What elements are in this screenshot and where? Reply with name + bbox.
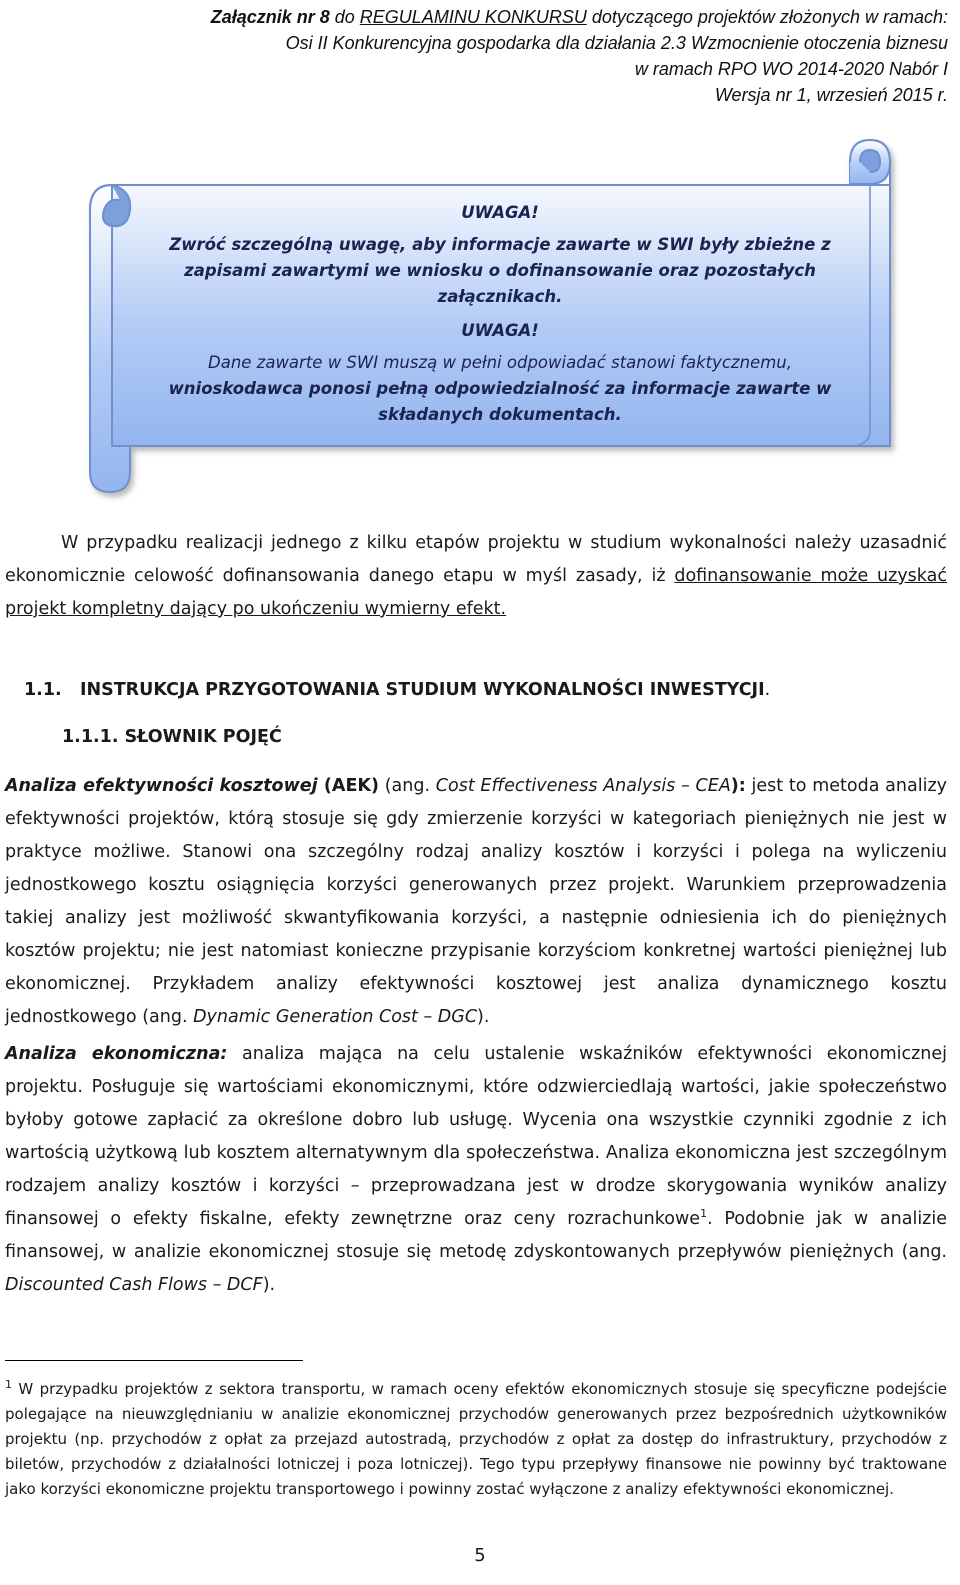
section-heading-1-1: 1.1. INSTRUKCJA PRZYGOTOWANIA STUDIUM WYKONALNOŚCI INWESTYCJI.	[24, 680, 771, 700]
footnote: $^1$ W przypadku projektów z sektora transportu, w ramach oceny efektów ekonomicznych stosuje się specyficzne podejście polegające na nieuwzględnianiu w analizie ekonomicznej przychodów generowanych przez bezpośrednich użytkowników projektu (np. przychodów z opłat za przejazd autostradą, przychodów z opłat za dostęp do infrastruktury, przychodów z biletów, przychodów z działalności lotniczej i poza lotniczej). Tego typu przepływy finansowe nie powinny być traktowane jako korzyści ekonomiczne projektu transportowego i powinny zostać wyłączone z analizy efektywności ekonomicznej.	[5, 1378, 947, 1498]
definition-aek: Analiza efektywności kosztowej (AEK) (ang. Cost Effectiveness Analysis – CEA): jest to metoda analizy efektywności projektów, którą stosuje się gdy zmierzenie korzyści w kategoriach pieniężnych nie jest w praktyce możliwe. Stanowi ona szczególny rodzaj analizy kosztów i korzyści i polega na wyliczeniu jednostkowego kosztu osiągnięcia korzyści generowanych przez projekt. Warunkiem przeprowadzenia takiej analizy jest możliwość skwantyfikowania korzyści, a następnie odniesienia ich do pieniężnych kosztów projektu; nie jest natomiast konieczne przypisanie korzyściom konkretnej wartości pieniężnej lub ekonomicznej. Przykładem analizy efektywności kosztowej jest analiza dynamicznego kosztu jednostkowego (ang. Dynamic Generation Cost – DGC).	[5, 776, 947, 1027]
definition-ekonomiczna: Analiza ekonomiczna: analiza mająca na celu ustalenie wskaźników efektywności ekonomicznej projektu. Posługuje się wartościami ekonomicznymi, które odzwierciedlają wartości, jakie społeczeństwo byłoby gotowe zapłacić za określone dobro lub usługę. Wycenia ona wszystkie czynniki zgodnie z ich wartością użytkową lub kosztem alternatywnym dla społeczeństwa. Analiza ekonomiczna jest szczególnym rodzajem analizy kosztów i korzyści – przeprowadzana jest w drodze skorygowania wyników analizy finansowej o efekty fiskalne, efekty zewnętrzne oraz ceny rozrachunkowe$^1$. Podobnie jak w analizie finansowej, w analizie ekonomicznej stosuje się metodę zdyskontowanych przepływów pieniężnych (ang. Discounted Cash Flows – DCF).	[5, 1044, 947, 1295]
footnote-ref[interactable]: 1	[700, 1207, 708, 1221]
notice-text-2: Dane zawarte w SWI muszą w pełni odpowiadać stanowi faktycznemu, wnioskodawca ponosi pełną odpowiedzialność za informacje zawarte w składanych dokumentach.	[168, 353, 832, 424]
notice-warning-1: UWAGA!	[461, 203, 539, 222]
intro-paragraph: W przypadku realizacji jednego z kilku etapów projektu w studium wykonalności należy uzasadnić ekonomicznie celowość dofinansowania danego etapu w myśl zasady, iż dofinansowanie może uzyskać projekt kompletny dający po ukończeniu wymierny efekt.	[5, 533, 947, 619]
notice-box	[140, 200, 860, 428]
header-line-4: Wersja nr 1, wrzesień 2015 r.	[714, 85, 948, 105]
header-line-2: Osi II Konkurencyjna gospodarka dla działania 2.3 Wzmocnienie otoczenia biznesu	[285, 33, 948, 53]
notice-warning-2: UWAGA!	[461, 321, 539, 340]
header-line-1: Załącznik nr 8 do REGULAMINU KONKURSU dotyczącego projektów złożonych w ramach:	[210, 7, 948, 27]
term-analiza-ekonomiczna: Analiza ekonomiczna:	[5, 1044, 228, 1064]
notice-text-1: Zwróć szczególną uwagę, aby informacje zawarte w SWI były zbieżne z zapisami zawartymi we wniosku o dofinansowanie oraz pozostałych załącznikach.	[169, 235, 831, 306]
header-line-3: w ramach RPO WO 2014-2020 Nabór I	[634, 59, 948, 79]
footnote-separator	[5, 1360, 303, 1361]
section-heading-1-1-1: 1.1.1. SŁOWNIK POJĘĆ	[62, 727, 282, 747]
term-aek: Analiza efektywności kosztowej	[5, 776, 318, 796]
regulamin-link[interactable]: REGULAMINU KONKURSU	[359, 7, 587, 27]
page-number: 5	[474, 1545, 486, 1566]
